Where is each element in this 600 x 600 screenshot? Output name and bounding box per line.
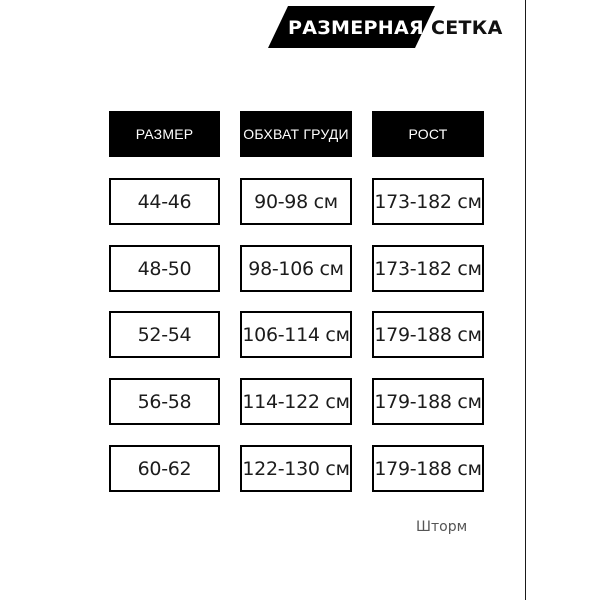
chest-cell: 114-122 см bbox=[240, 378, 352, 425]
header-height: РОСТ bbox=[372, 111, 484, 157]
size-cell: 48-50 bbox=[109, 245, 220, 292]
banner-title-right: СЕТКА bbox=[431, 17, 503, 39]
size-cell: 52-54 bbox=[109, 311, 220, 358]
chest-cell: 122-130 см bbox=[240, 445, 352, 492]
size-cell: 56-58 bbox=[109, 378, 220, 425]
height-cell: 173-182 см bbox=[372, 245, 484, 292]
height-cell: 179-188 см bbox=[372, 378, 484, 425]
size-cell: 60-62 bbox=[109, 445, 220, 492]
banner-title-left: РАЗМЕРНАЯ bbox=[288, 17, 424, 39]
header-size: РАЗМЕР bbox=[109, 111, 220, 157]
size-cell: 44-46 bbox=[109, 178, 220, 225]
height-cell: 173-182 см bbox=[372, 178, 484, 225]
page-edge-line bbox=[525, 0, 526, 600]
brand-name: Шторм bbox=[416, 519, 468, 535]
height-cell: 179-188 см bbox=[372, 311, 484, 358]
height-cell: 179-188 см bbox=[372, 445, 484, 492]
header-chest: ОБХВАТ ГРУДИ bbox=[240, 111, 352, 157]
chest-cell: 98-106 см bbox=[240, 245, 352, 292]
size-chart-banner bbox=[268, 6, 525, 48]
chest-cell: 90-98 см bbox=[240, 178, 352, 225]
chest-cell: 106-114 см bbox=[240, 311, 352, 358]
